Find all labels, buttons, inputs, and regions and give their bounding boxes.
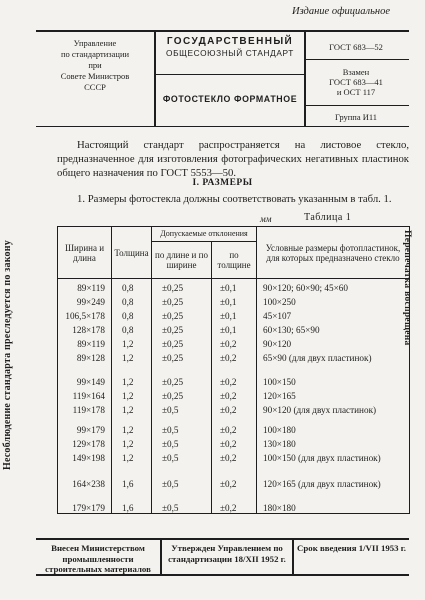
- side-legal-text: Несоблюдение стандарта преследуется по закону: [2, 240, 13, 470]
- cell-size: 99×149: [58, 363, 112, 387]
- cell-thickness: 1,2: [112, 401, 152, 415]
- standard-type-line-1: ГОСУДАРСТВЕННЫЙ: [166, 36, 294, 47]
- cell-size: 89×128: [58, 349, 112, 363]
- cell-size: 99×249: [58, 293, 112, 307]
- cell-plate-sizes: 130×180: [257, 435, 410, 449]
- cell-thickness: 0,8: [112, 307, 152, 321]
- header-plate-sizes: Условные размеры фотопластинок, для которых предназначено стекло: [257, 227, 410, 279]
- cell-tol-thickness: ±0,1: [212, 293, 257, 307]
- cell-tol-length-width: ±0,5: [152, 449, 212, 463]
- header-thickness: Толщина: [112, 227, 152, 279]
- table-row: [58, 349, 410, 363]
- cell-plate-sizes: 100×180: [257, 415, 410, 435]
- table-row: [58, 401, 410, 415]
- cell-tol-length-width: ±0,5: [152, 463, 212, 489]
- cell-plate-sizes: 100×150: [257, 363, 410, 387]
- footer-effective: Срок введения 1/VII 1953 г.: [297, 543, 406, 553]
- cell-thickness: 1,6: [112, 489, 152, 514]
- cell-tol-thickness: ±0,2: [212, 449, 257, 463]
- header-tol-length-width: по длине и по ширине: [152, 242, 212, 279]
- unit-label: мм: [260, 214, 272, 224]
- cell-tol-thickness: ±0,2: [212, 489, 257, 514]
- table-row: [58, 489, 410, 514]
- cell-tol-length-width: ±0,25: [152, 363, 212, 387]
- cell-size: 106,5×178: [58, 307, 112, 321]
- table-label: Таблица 1: [304, 212, 352, 223]
- table-row: [58, 435, 410, 449]
- table-row: [58, 293, 410, 307]
- sizes-table: [57, 226, 410, 514]
- header-rule-top: [36, 30, 409, 32]
- standard-type-block: [156, 36, 304, 58]
- cell-size: 119×178: [58, 401, 112, 415]
- cell-plate-sizes: 65×90 (для двух пластинок): [257, 349, 410, 363]
- paragraph-1: 1. Размеры фотостекла должны соответствовать указанным в табл. 1.: [77, 193, 392, 205]
- cell-plate-sizes: 120×165: [257, 387, 410, 401]
- footer-approved: Утвержден Управлением по стандартизации 18/XII 1952 г.: [168, 543, 286, 564]
- cell-thickness: 1,2: [112, 387, 152, 401]
- standard-type-line-2: ОБЩЕСОЮЗНЫЙ СТАНДАРТ: [166, 48, 294, 58]
- authority-block: [36, 38, 154, 93]
- table-row: [58, 449, 410, 463]
- cell-thickness: 1,2: [112, 415, 152, 435]
- document-title: ФОТОСТЕКЛО ФОРМАТНОЕ: [162, 94, 298, 104]
- cell-thickness: 1,2: [112, 363, 152, 387]
- cell-size: 128×178: [58, 321, 112, 335]
- cell-tol-thickness: ±0,2: [212, 387, 257, 401]
- table-row: [58, 387, 410, 401]
- cell-plate-sizes: 100×250: [257, 293, 410, 307]
- group-code: Группа И11: [334, 112, 378, 122]
- footer-rule-top: [36, 538, 409, 540]
- cell-tol-thickness: ±0,1: [212, 307, 257, 321]
- cell-thickness: 1,2: [112, 335, 152, 349]
- cell-tol-thickness: ±0,2: [212, 363, 257, 387]
- cell-thickness: 0,8: [112, 293, 152, 307]
- table-row: [58, 415, 410, 435]
- cell-plate-sizes: 90×120; 60×90; 45×60: [257, 279, 410, 294]
- header-tolerances: Допускаемые отклонения: [152, 227, 257, 242]
- replaces-item: ГОСТ 683—41: [329, 77, 383, 87]
- cell-tol-length-width: ±0,5: [152, 415, 212, 435]
- cell-tol-length-width: ±0,25: [152, 335, 212, 349]
- authority-line: Совете Министров: [60, 71, 130, 81]
- cell-tol-length-width: ±0,25: [152, 293, 212, 307]
- cell-plate-sizes: 180×180: [257, 489, 410, 514]
- cell-tol-length-width: ±0,25: [152, 279, 212, 294]
- authority-line: СССР: [84, 82, 106, 92]
- cell-size: 129×178: [58, 435, 112, 449]
- cell-tol-length-width: ±0,25: [152, 387, 212, 401]
- cell-tol-length-width: ±0,5: [152, 435, 212, 449]
- cell-tol-length-width: ±0,5: [152, 489, 212, 514]
- cell-size: 179×179: [58, 489, 112, 514]
- cell-size: 99×179: [58, 415, 112, 435]
- table-row: [58, 335, 410, 349]
- cell-thickness: 1,2: [112, 435, 152, 449]
- cell-tol-length-width: ±0,25: [152, 349, 212, 363]
- authority-line: по стандартизации: [60, 49, 130, 59]
- table-row: [58, 463, 410, 489]
- replaces-block: [306, 67, 406, 97]
- header-group-rule: [306, 105, 409, 106]
- cell-tol-thickness: ±0,1: [212, 279, 257, 294]
- header-mid-rule: [156, 74, 304, 75]
- cell-plate-sizes: 90×120: [257, 335, 410, 349]
- cell-tol-length-width: ±0,25: [152, 307, 212, 321]
- replaces-label: Взамен: [342, 67, 370, 77]
- cell-plate-sizes: 120×165 (для двух пластинок): [257, 463, 410, 489]
- cell-thickness: 0,8: [112, 279, 152, 294]
- header-gost-rule: [306, 59, 409, 60]
- cell-thickness: 1,2: [112, 349, 152, 363]
- replaces-item: и ОСТ 117: [336, 87, 376, 97]
- cell-plate-sizes: 60×130; 65×90: [257, 321, 410, 335]
- cell-size: 164×238: [58, 463, 112, 489]
- authority-line: Управление: [73, 38, 117, 48]
- header-rule-bottom: [36, 126, 409, 127]
- table-row: [58, 307, 410, 321]
- cell-plate-sizes: 90×120 (для двух пластинок): [257, 401, 410, 415]
- cell-size: 119×164: [58, 387, 112, 401]
- cell-tol-thickness: ±0,2: [212, 401, 257, 415]
- cell-plate-sizes: 100×150 (для двух пластинок): [257, 449, 410, 463]
- cell-thickness: 1,2: [112, 449, 152, 463]
- cell-size: 89×119: [58, 335, 112, 349]
- cell-tol-thickness: ±0,2: [212, 463, 257, 489]
- side-reprint-text: Перепечатка воспрещена: [402, 230, 412, 346]
- edition-label: Издание официальное: [292, 6, 391, 17]
- intro-paragraph: Настоящий стандарт распространяется на листовое стекло, предназначенное для изготовления фотографических негативных пластинок общего назначения по ГОСТ 5553—50.: [57, 139, 409, 179]
- cell-tol-thickness: ±0,2: [212, 435, 257, 449]
- header-width-length: Ширина и длина: [58, 227, 112, 279]
- table-row: [58, 321, 410, 335]
- cell-tol-thickness: ±0,2: [212, 335, 257, 349]
- table-row: [58, 279, 410, 294]
- gost-number: ГОСТ 683—52: [329, 42, 383, 52]
- cell-tol-thickness: ±0,1: [212, 321, 257, 335]
- header-tol-thickness: по толщине: [212, 242, 257, 279]
- side-reprint-note: [402, 230, 425, 346]
- cell-tol-length-width: ±0,5: [152, 401, 212, 415]
- cell-thickness: 0,8: [112, 321, 152, 335]
- cell-tol-length-width: ±0,25: [152, 321, 212, 335]
- section-title: I. РАЗМЕРЫ: [192, 178, 253, 188]
- cell-thickness: 1,6: [112, 463, 152, 489]
- cell-plate-sizes: 45×107: [257, 307, 410, 321]
- cell-tol-thickness: ±0,2: [212, 415, 257, 435]
- table-row: [58, 363, 410, 387]
- authority-line: при: [88, 60, 102, 70]
- cell-tol-thickness: ±0,2: [212, 349, 257, 363]
- footer-introduced: Внесен Министерством промышленности строительных материалов: [45, 543, 151, 574]
- cell-size: 149×198: [58, 449, 112, 463]
- cell-size: 89×119: [58, 279, 112, 294]
